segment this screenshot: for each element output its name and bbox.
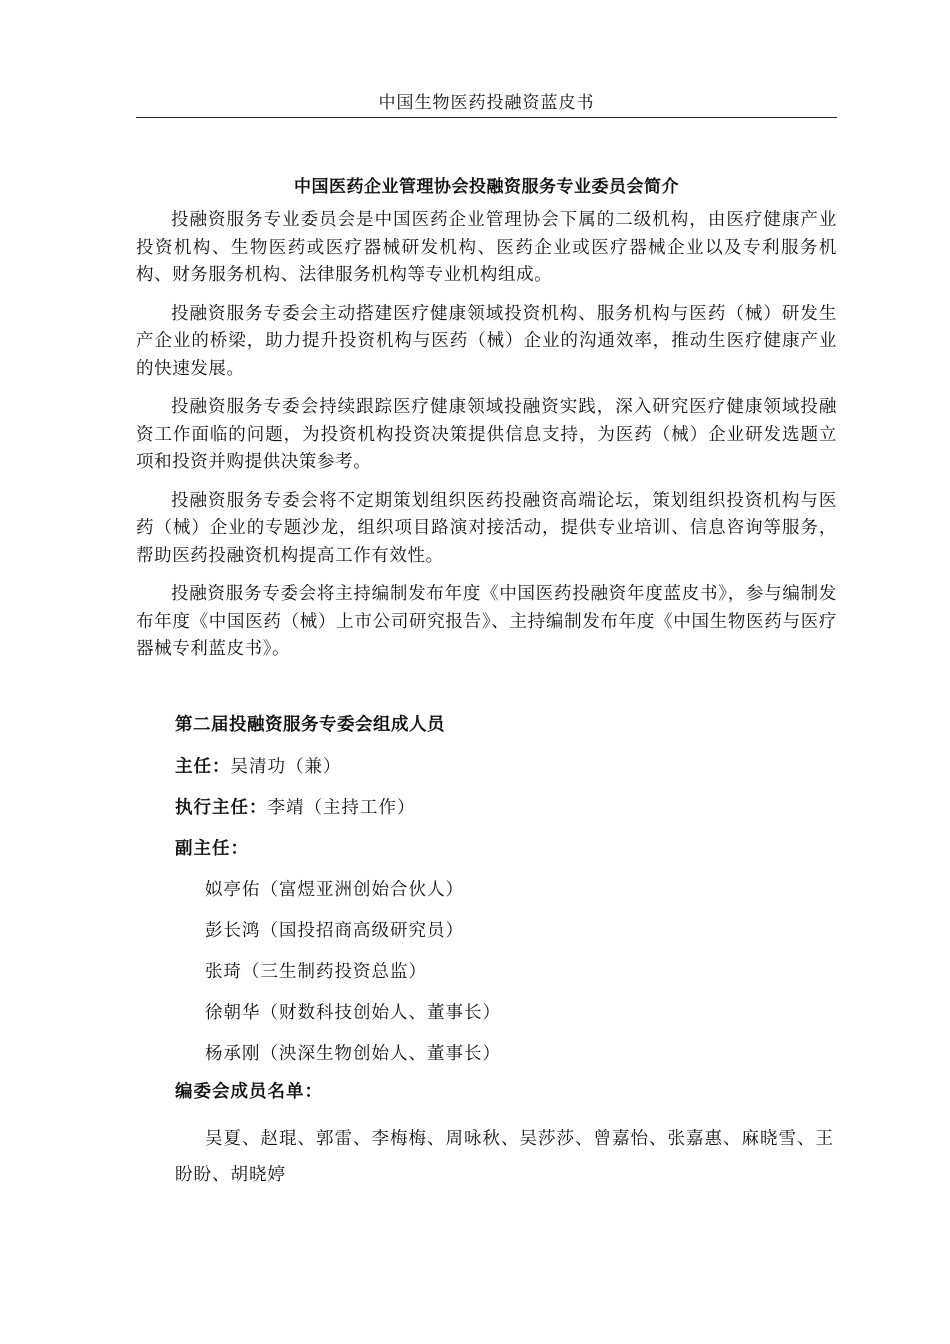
executive-director-value: 李靖（主持工作） [267,798,416,818]
committee-members-section [175,712,845,1193]
vice-director-item: 彭长鸿（国投招商高级研究员） [205,921,464,941]
intro-paragraph: 投融资服务专业委员会是中国医药企业管理协会下属的二级机构，由医疗健康产业投资机构、生物医药或医疗器械研发机构、医药企业或医疗器械企业以及专利服务机构、财务服务机构、法律服务机构等专业机构组成。 [136,210,837,285]
vice-director-item: 张琦（三生制药投资总监） [205,962,427,982]
committee-section-title: 第二届投融资服务专委会组成人员 [175,715,445,735]
editorial-board-members: 吴夏、赵琨、郭雷、李梅梅、周咏秋、吴莎莎、曾嘉怡、张嘉惠、麻晓雪、王盼盼、胡晓婷 [175,1129,834,1185]
vice-director-label: 副主任： [175,839,249,859]
executive-director-label: 执行主任： [175,798,268,818]
intro-paragraph: 投融资服务专委会主动搭建医疗健康领域投资机构、服务机构与医药（械）研发生产企业的桥梁，助力提升投资机构与医药（械）企业的沟通效率，推动生医疗健康产业的快速发展。 [136,303,837,379]
header-divider [136,117,837,118]
director-label: 主任： [175,757,231,777]
intro-body [136,207,837,675]
running-header: 中国生物医药投融资蓝皮书 [378,93,595,113]
vice-director-line [175,836,845,862]
intro-paragraph: 投融资服务专委会将不定期策划组织医药投融资高端论坛，策划组织投资机构与医药（械）企业的专题沙龙，组织项目路演对接活动，提供专业培训、信息咨询等服务，帮助医药投融资机构提高工作有效性。 [136,490,837,566]
vice-director-list [175,877,845,1067]
director-value: 吴清功（兼） [230,757,342,777]
intro-title: 中国医药企业管理协会投融资服务专业委员会简介 [294,177,679,197]
executive-director-line [175,795,845,821]
intro-paragraph: 投融资服务专委会将主持编制发布年度《中国医药投融资年度蓝皮书》，参与编制发布年度《中国医药（械）上市公司研究报告》、主持编制发布年度《中国生物医药与医疗器械专利蓝皮书》。 [136,584,837,659]
director-line [175,754,845,780]
intro-paragraph: 投融资服务专委会持续跟踪医疗健康领域投融资实践，深入研究医疗健康领域投融资工作面临的问题，为投资机构投资决策提供信息支持，为医药（械）企业研发选题立项和投资并购提供决策参考。 [136,397,837,472]
vice-director-item: 姒亭佑（富煜亚洲创始合伙人） [205,880,464,900]
vice-director-item: 徐朝华（财数科技创始人、董事长） [205,1003,501,1023]
vice-director-item: 杨承刚（泱深生物创始人、董事长） [205,1044,501,1064]
editorial-board-label: 编委会成员名单： [175,1082,323,1102]
